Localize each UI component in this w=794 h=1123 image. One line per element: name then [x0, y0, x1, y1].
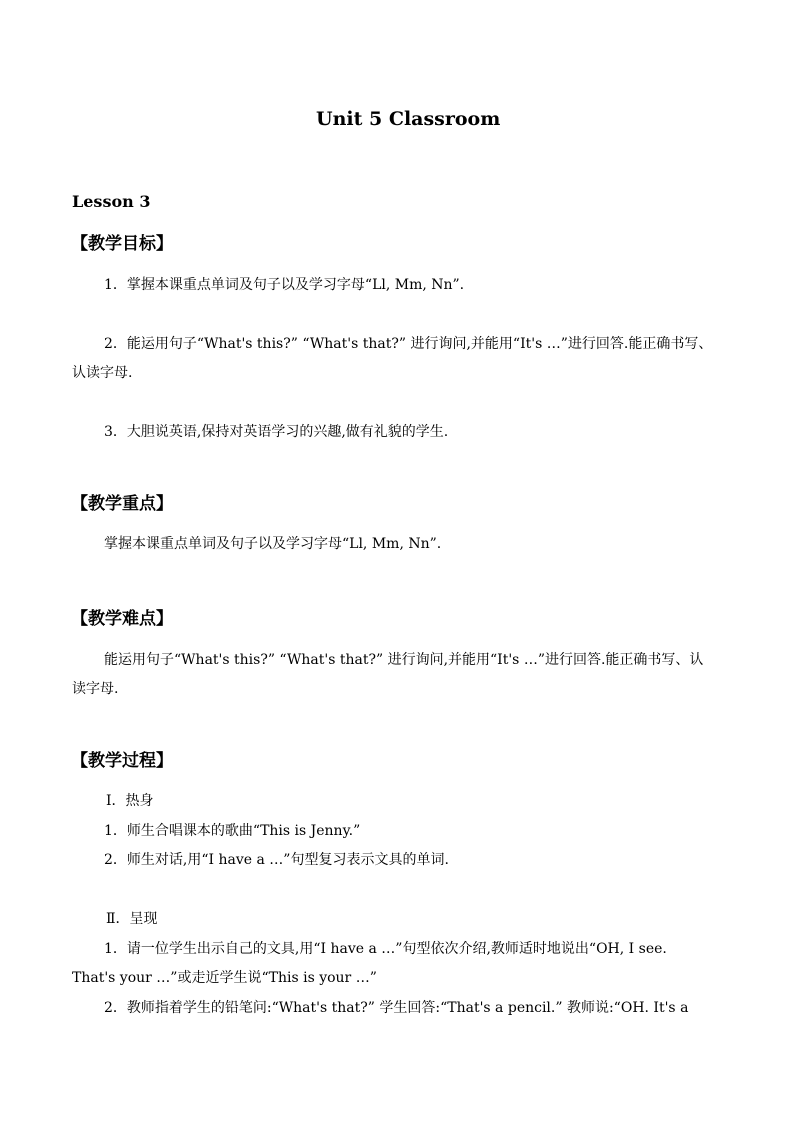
objective-item-3: 3．大胆说英语,保持对英语学习的兴趣,做有礼貌的学生.	[104, 424, 449, 440]
lesson-label: Lesson 3	[72, 192, 151, 211]
presentation-item-2-line-1: 2．教师指着学生的铅笔问:“What's that?” 学生回答:“That's a pencil.” 教师说:“OH. It's a	[104, 1000, 689, 1016]
process-heading: 【教学过程】	[71, 751, 173, 771]
warmup-title: Ⅰ．热身	[106, 793, 154, 809]
presentation-item-1-line-1: 1．请一位学生出示自己的文具,用“I have a …”句型依次介绍,教师适时地说出“OH, I see.	[104, 941, 667, 957]
objectives-heading: 【教学目标】	[71, 234, 173, 254]
objective-item-2-line-1: 2．能运用句子“What's this?” “What's that?” 进行询问,并能用“It's …”进行回答.能正确书写、	[104, 336, 713, 352]
difficulties-line-2: 读字母.	[72, 681, 119, 697]
warmup-item-1: 1．师生合唱课本的歌曲“This is Jenny.”	[104, 823, 361, 839]
objective-item-1: 1．掌握本课重点单词及句子以及学习字母“Ll, Mm, Nn”.	[104, 277, 465, 293]
key-points-text: 掌握本课重点单词及句子以及学习字母“Ll, Mm, Nn”.	[104, 536, 442, 552]
objective-item-2-line-2: 认读字母.	[72, 365, 133, 381]
difficulties-heading: 【教学难点】	[71, 609, 173, 629]
document-title: Unit 5 Classroom	[316, 108, 501, 130]
difficulties-line-1: 能运用句子“What's this?” “What's that?” 进行询问,并能用“It's …”进行回答.能正确书写、认	[104, 652, 704, 668]
presentation-item-1-line-2: That's your …”或走近学生说“This is your …”	[72, 970, 377, 986]
presentation-title: Ⅱ．呈现	[106, 911, 158, 927]
warmup-item-2: 2．师生对话,用“I have a …”句型复习表示文具的单词.	[104, 852, 449, 868]
key-points-heading: 【教学重点】	[71, 494, 173, 514]
